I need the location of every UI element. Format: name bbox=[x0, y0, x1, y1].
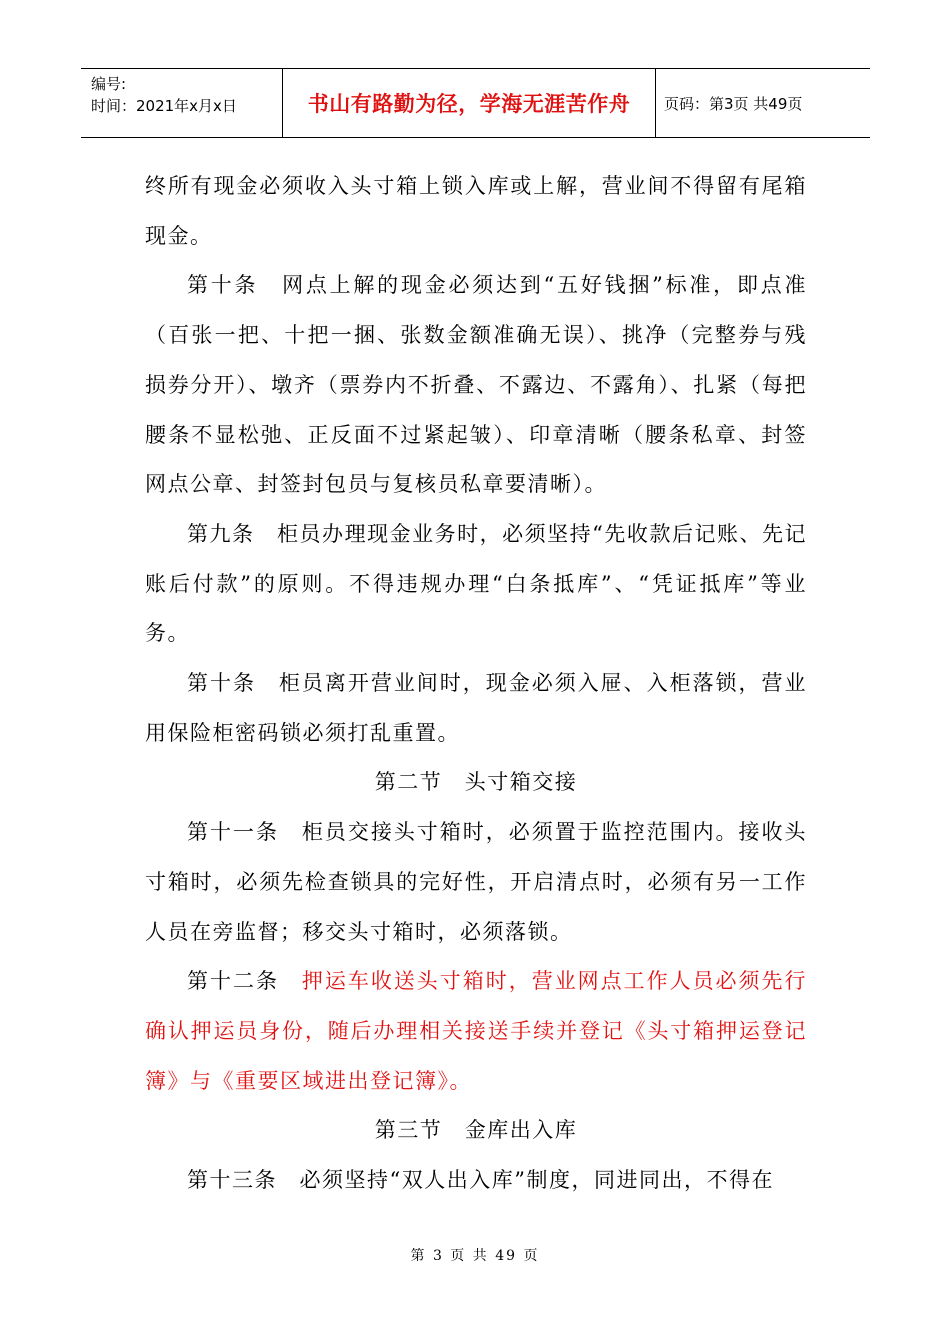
document-body bbox=[145, 162, 807, 1206]
document-number-label: 编号: bbox=[91, 75, 127, 93]
paragraph-continuation: 终所有现金必须收入头寸箱上锁入库或上解，营业间不得留有尾箱现金。 bbox=[145, 174, 807, 248]
page-header bbox=[81, 68, 870, 138]
paragraph-article-highlighted bbox=[145, 957, 807, 1106]
header-page-number: 页码：第3页 共49页 bbox=[664, 94, 803, 113]
document-date-label: 时间：2021年x月x日 bbox=[91, 97, 237, 115]
section-heading: 第二节 头寸箱交接 bbox=[374, 770, 578, 795]
paragraph-article: 第十条 柜员离开营业间时，现金必须入屉、入柜落锁，营业用保险柜密码锁必须打乱重置。 bbox=[145, 671, 807, 745]
header-meta bbox=[81, 69, 282, 137]
paragraph-article: 第十条 网点上解的现金必须达到“五好钱捆”标准，即点准（百张一把、十把一捆、张数金额准确无误）、挑净（完整券与残损券分开）、墩齐（票券内不折叠、不露边、不露角）、扎紧（每把腰条不显松弛、正反面不过紧起皱）、印章清晰（腰条私章、封签网点公章、封签封包员与复核员私章要清晰）。 bbox=[145, 273, 807, 497]
highlighted-text: 押运车收送头寸箱时，营业网点工作人员必须先行确认押运员身份，随后办理相关接送手续并登记《头寸箱押运登记簿》与《重要区域进出登记簿》。 bbox=[145, 969, 808, 1093]
header-motto: 书山有路勤为径，学海无涯苦作舟 bbox=[307, 92, 631, 116]
paragraph-article: 第十一条 柜员交接头寸箱时，必须置于监控范围内。接收头寸箱时，必须先检查锁具的完好性，开启清点时，必须有另一工作人员在旁监督；移交头寸箱时，必须落锁。 bbox=[145, 820, 807, 944]
header-motto-cell bbox=[282, 69, 656, 137]
section-heading: 第三节 金库出入库 bbox=[374, 1118, 578, 1143]
paragraph-article: 第十三条 必须坚持“双人出入库”制度，同进同出，不得在 bbox=[187, 1168, 774, 1193]
paragraph-article: 第九条 柜员办理现金业务时，必须坚持“先收款后记账、先记账后付款”的原则。不得违规办理“白条抵库”、“凭证抵库”等业务。 bbox=[145, 521, 807, 646]
article-number: 第十二条 bbox=[187, 969, 302, 994]
header-page-cell bbox=[656, 69, 870, 137]
page-footer: 第 3 页 共 49 页 bbox=[410, 1248, 540, 1264]
